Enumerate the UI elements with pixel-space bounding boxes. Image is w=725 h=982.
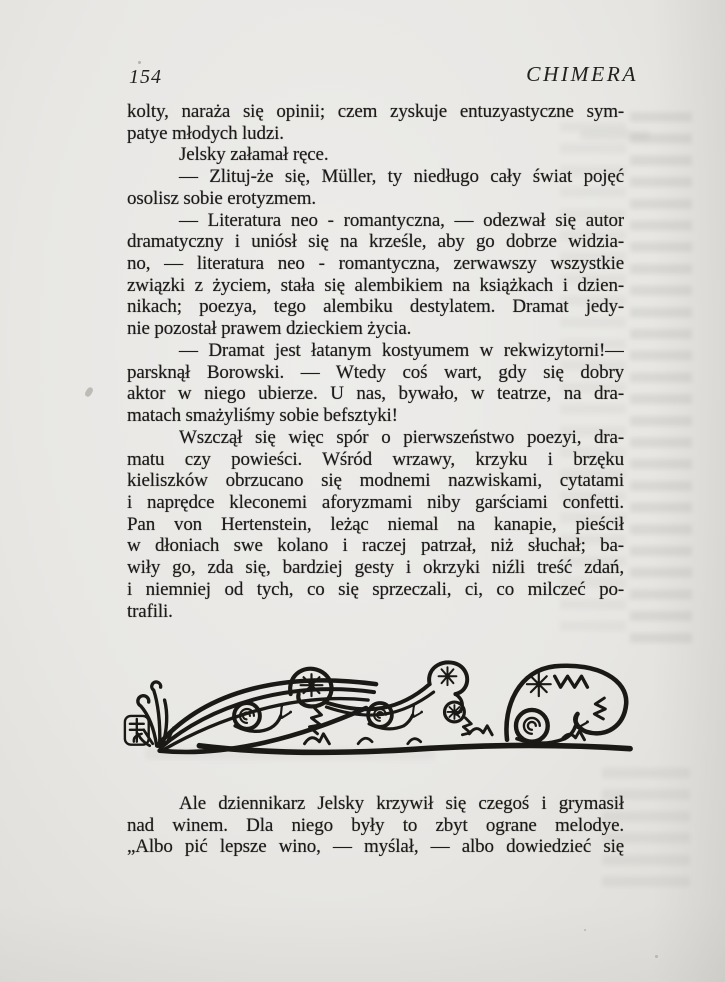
text-line: nikach; poezya, tego alembiku destylatem. Dramat jedy- <box>127 296 624 318</box>
fern-spiral-icon <box>429 662 471 734</box>
text-line: wiły go, zda się, bardziej gesty i okrzyki niźli treść zdań, <box>127 557 624 579</box>
text-line: kieliszków obrzucano się modnemi nazwiskami, cytatami <box>127 470 624 492</box>
ink-speck <box>655 955 658 958</box>
text-line: matu czy powieści. Wśród wrzawy, krzyku i brzęku <box>127 448 624 470</box>
text-line: i niemniej od tych, co się sprzeczali, ci, co milczeć po- <box>127 578 624 600</box>
journal-title: CHIMERA <box>526 62 638 86</box>
text-line: aktor w niego ubierze. U nas, bywało, w teatrze, na dra- <box>127 383 624 405</box>
text-line: — Zlituj-że się, Müller, ty niedługo cały świat pojęć <box>179 166 624 188</box>
text-line: parsknął Borowski. — Wtedy coś wart, gdy się dobry <box>127 361 624 383</box>
page-number: 154 <box>129 66 162 88</box>
showthrough-right-margin <box>630 112 692 652</box>
text-line: trafili. <box>127 600 173 622</box>
ink-speck <box>84 386 94 398</box>
text-line: osolisz sobie erotyzmem. <box>127 187 316 209</box>
ink-speck <box>584 929 586 931</box>
snail-icon <box>516 710 589 743</box>
ink-speck <box>138 61 141 64</box>
text-line: w dłoniach swe kolano i raczej patrzał, niż słuchał; ba- <box>127 535 624 557</box>
text-line: no, — literatura neo - romantyczna, zerwawszy wszystkie <box>127 253 624 275</box>
text-line: nad winem. Dla niego były to zbyt ograne melodye. <box>127 814 624 836</box>
text-line: Jelsky załamał ręce. <box>179 144 329 166</box>
text-line: „Albo pić lepsze wino, — myślał, — albo dowiedzieć się <box>127 836 624 858</box>
body-text-after-ornament <box>127 793 624 858</box>
text-line: dramatyczny i uniósł się na krześle, aby go dobrze widzia- <box>127 231 624 253</box>
text-line: Pan von Hertenstein, leżąc niemal na kanapie, pieścił <box>127 513 624 535</box>
text-line: — Literatura neo - romantyczna, — odezwał się autor <box>179 209 624 231</box>
text-line: i naprędce kleconemi aforyzmami niby garściami confetti. <box>127 491 624 513</box>
text-line: — Dramat jest łatanym kostyumem w rekwizytorni!— <box>179 339 624 361</box>
stem-bundle-icon <box>158 680 376 752</box>
text-line: kolty, naraża się opinii; czem zyskuje entuzyastyczne sym- <box>127 101 624 122</box>
text-line: związki z życiem, stała się alembikiem na książkach i dzien- <box>127 274 624 296</box>
tailpiece-ornament <box>110 654 646 758</box>
text-line: patye młodych ludzi. <box>127 122 284 144</box>
text-line: nie pozostał prawem dzieckiem życia. <box>127 318 412 340</box>
body-text <box>127 101 624 622</box>
text-line: Wszczął się więc spór o pierwszeństwo poezyi, dra- <box>179 426 624 448</box>
text-line: Ale dziennikarz Jelsky krzywił się czegoś i grymasił <box>179 793 624 814</box>
text-line: matach smażyliśmy sobie befsztyki! <box>127 405 398 427</box>
